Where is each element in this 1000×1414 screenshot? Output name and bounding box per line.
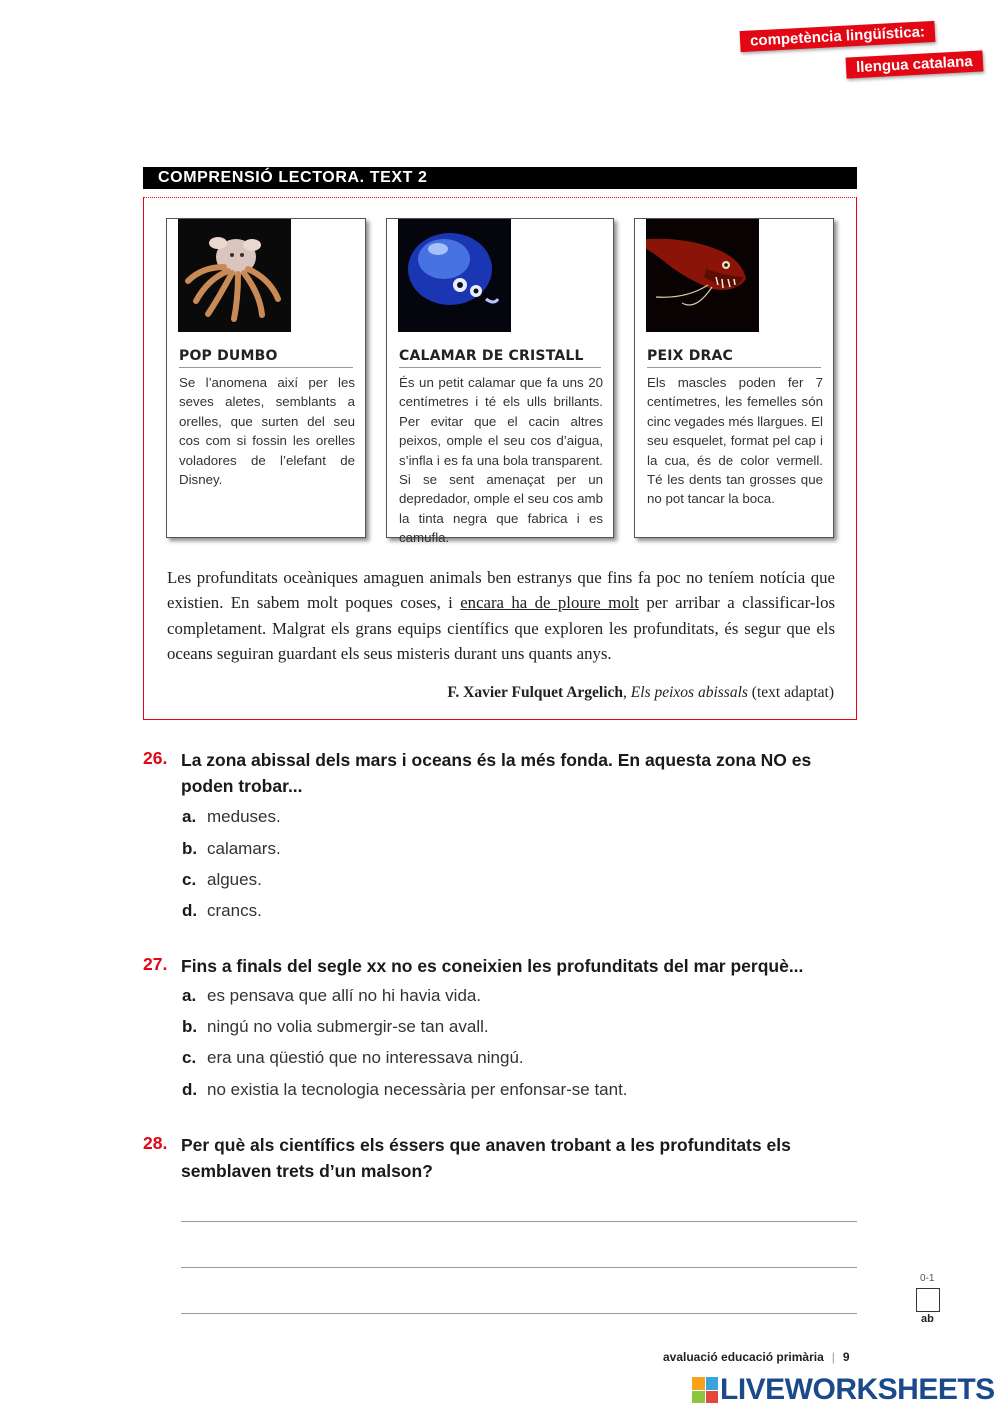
option-26-a[interactable] [182, 807, 281, 827]
card-description: Els mascles poden fer 7 centímetres, les femelles són cinc vegades més llargues. El seu esquelet, format pel cap i la cua, és de color vermell. Té les dents tan grosses que no pot tancar la boca. [647, 375, 823, 507]
source-separator: , [623, 684, 631, 701]
option-text: calamars. [207, 839, 281, 858]
option-27-b[interactable] [182, 1017, 489, 1037]
option-26-d[interactable] [182, 901, 262, 921]
page-number: 9 [842, 1350, 850, 1364]
question-number: 26. [143, 748, 168, 768]
reading-source [447, 684, 834, 702]
source-book: Els peixos abissals [630, 684, 748, 701]
option-letter: b. [182, 839, 198, 858]
option-26-c[interactable] [182, 870, 262, 890]
option-27-d[interactable] [182, 1080, 628, 1100]
question-text: Per què als científics els éssers que anaven trobant a les profunditats els semblaven trets d’un malson? [181, 1135, 791, 1181]
option-text: meduses. [207, 807, 281, 826]
card-title: POP DUMBO [179, 348, 353, 368]
card-calamar-cristall [386, 218, 614, 546]
source-author: F. Xavier Fulquet Argelich [447, 684, 624, 701]
option-text: ningú no volia submergir-se tan avall. [207, 1017, 489, 1036]
option-27-a[interactable] [182, 986, 481, 1006]
subject-tag: competència lingüística: [740, 21, 936, 52]
answer-line-2[interactable] [181, 1267, 857, 1268]
reading-text-part1: Les profunditats oceàniques amaguen animals ben estranys que fins fa poc no teníem notícia que existien. En sabem molt poques coses, i [167, 568, 835, 613]
score-range: 0-1 [920, 1273, 935, 1284]
calamar-cristall-photo [398, 219, 511, 332]
reading-text-part2: per arribar a classificar-los completament. Malgrat els grans equips científics que exploren les profunditats, és segur que els oceans seguiran guardant els seus misteris durant uns quants anys. [167, 593, 835, 663]
option-text: era una qüestió que no interessava ningú. [207, 1048, 524, 1067]
reading-underlined-phrase: encara ha de ploure molt [460, 593, 639, 613]
option-letter: a. [182, 807, 197, 826]
liveworksheets-logo-icon [692, 1377, 718, 1403]
page-footer [663, 1350, 850, 1364]
option-letter: d. [182, 901, 198, 920]
card-peix-drac [634, 218, 834, 538]
section-title: COMPRENSIÓ LECTORA. TEXT 2 [143, 167, 857, 189]
answer-line-1[interactable] [181, 1221, 857, 1222]
reading-paragraph [167, 565, 835, 666]
option-letter: c. [182, 1048, 197, 1067]
subject-subtag: llengua catalana [846, 50, 984, 78]
question-number: 28. [143, 1133, 168, 1153]
option-letter: b. [182, 1017, 198, 1036]
card-title: CALAMAR DE CRISTALL [399, 348, 601, 368]
question-text: La zona abissal dels mars i oceans és la més fonda. En aquesta zona NO es poden trobar... [181, 750, 812, 796]
option-letter: c. [182, 870, 197, 889]
card-title: PEIX DRAC [647, 348, 821, 368]
question-number: 27. [143, 954, 168, 974]
option-letter: d. [182, 1080, 198, 1099]
card-pop-dumbo [166, 218, 366, 538]
option-text: no existia la tecnologia necessària per enfonsar-se tant. [207, 1080, 628, 1099]
pop-dumbo-photo [178, 219, 291, 332]
liveworksheets-logo [692, 1373, 995, 1407]
option-27-c[interactable] [182, 1048, 524, 1068]
footer-separator: | [831, 1350, 835, 1364]
footer-label: avaluació educació primària [663, 1350, 824, 1364]
question-text: Fins a finals del segle xx no es coneixien les profunditats del mar perquè... [181, 956, 804, 976]
source-note: (text adaptat) [747, 684, 834, 701]
option-26-b[interactable] [182, 839, 281, 859]
option-text: algues. [207, 870, 262, 889]
option-text: crancs. [207, 901, 262, 920]
option-text: es pensava que allí no hi havia vida. [207, 986, 482, 1005]
score-box[interactable] [916, 1288, 940, 1312]
card-description: Se l’anomena així per les seves aletes, semblants a orelles, que surten del seu cos com si fossin les orelles voladores de l’elefant de Disney. [179, 375, 355, 488]
answer-line-3[interactable] [181, 1313, 857, 1314]
brand-text: LIVEWORKSHEETS [720, 1373, 995, 1406]
score-code: ab [921, 1313, 934, 1325]
option-letter: a. [182, 986, 197, 1005]
peix-drac-photo [646, 219, 759, 332]
card-description: És un petit calamar que fa uns 20 centímetres i té els ulls brillants. Per evitar que el cacin altres peixos, omple el seu cos d’aigua, s’infla i es fa una bola transparent. Si se sent amenaçat per un depredador, omple el seu cos amb la tinta negra que fabrica i es camufla. [399, 375, 604, 546]
